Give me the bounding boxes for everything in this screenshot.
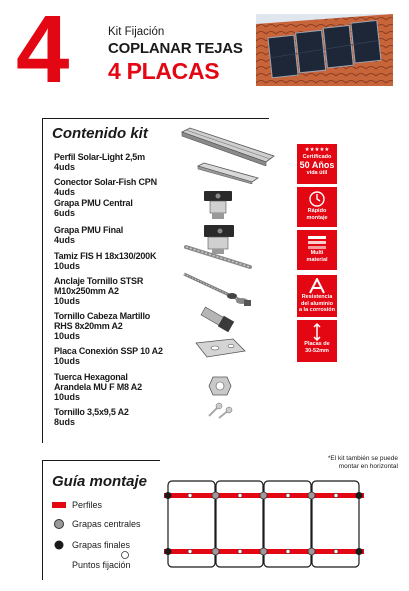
- connection-plate-icon: [193, 337, 247, 361]
- list-item: [54, 407, 186, 427]
- kit-title: 4 PLACAS: [108, 58, 220, 84]
- black-dot-icon: [52, 540, 66, 550]
- fixing-point-dot: [238, 494, 242, 498]
- fast-mounting-badge: [297, 187, 337, 227]
- sieve-sleeve-icon: [182, 243, 254, 271]
- central-clamp-dot: [260, 548, 267, 555]
- horizontal-note: *El kit también se puede montar en horizontal: [327, 455, 398, 470]
- material-layers-icon: [306, 234, 328, 250]
- central-clamp-dot: [260, 492, 267, 499]
- list-item: [54, 198, 186, 218]
- item-name: Tamiz FIS H 18x130/200K: [54, 251, 157, 261]
- fixing-point-dot: [238, 550, 242, 554]
- central-clamp-dot: [212, 548, 219, 555]
- hammer-head-bolt-icon: [198, 304, 238, 334]
- badge-text: 30-52mm: [305, 347, 329, 354]
- central-clamp-dot: [308, 492, 315, 499]
- central-clamp-dot: [212, 492, 219, 499]
- item-name: Grapa PMU Final: [54, 225, 124, 235]
- item-qty: 10uds: [54, 261, 81, 271]
- certified-50-years-badge: [297, 144, 337, 184]
- hex-nut-icon: [207, 374, 233, 398]
- solar-fish-connector-icon: [196, 162, 260, 184]
- item-qty: 8uds: [54, 417, 76, 427]
- list-item: [54, 276, 162, 306]
- item-name: Tornillo Cabeza Martillo RHS 8x20mm A2: [54, 311, 151, 331]
- legend-label: Puntos fijación: [72, 560, 131, 570]
- list-item: [54, 372, 166, 402]
- end-clamp-dot: [356, 492, 363, 499]
- legend-label: Grapas centrales: [72, 519, 141, 529]
- fixing-point-dot: [286, 550, 290, 554]
- item-name: Grapa PMU Central: [54, 198, 133, 208]
- end-clamp-dot: [165, 548, 172, 555]
- clock-icon: [308, 190, 326, 208]
- contents-title: Contenido kit: [52, 125, 148, 142]
- solar-light-profile-icon: [178, 126, 278, 166]
- badge-text: Certificado: [302, 153, 332, 160]
- end-clamp-dot: [165, 492, 172, 499]
- aluminium-corrosion-badge: [297, 275, 337, 317]
- central-clamp-icon: [200, 187, 236, 221]
- badge-text: Rápido: [307, 208, 327, 214]
- small-screws-icon: [205, 400, 237, 422]
- item-qty: 10uds: [54, 296, 81, 306]
- badge-text: Resistencia: [301, 294, 333, 300]
- item-name: Tornillo 3,5x9,5 A2: [54, 407, 129, 417]
- guide-title: Guía montaje: [52, 473, 148, 490]
- thickness-arrows-icon: [308, 323, 326, 341]
- badge-text: vida útil: [306, 170, 328, 176]
- aluminium-a-icon: [308, 278, 326, 294]
- badge-text: Placas de: [304, 341, 330, 347]
- white-dot-icon: [118, 550, 132, 560]
- item-name: Placa Conexión SSP 10 A2: [54, 346, 163, 356]
- kit-number: 4: [16, 0, 68, 103]
- fixing-point-dot: [334, 494, 338, 498]
- badge-text: montaje: [306, 214, 328, 221]
- mounting-diagram: [160, 474, 370, 574]
- item-qty: 6uds: [54, 208, 76, 218]
- roof-solar-panels-image: [256, 14, 393, 86]
- item-name: Anclaje Tornillo STSR M10x250mm A2: [54, 276, 144, 296]
- badge-text: a la corrosión: [298, 307, 336, 313]
- item-name: Tuerca Hexagonal Arandela MU F M8 A2: [54, 372, 142, 392]
- item-name: Perfil Solar-Light 2,5m: [54, 152, 145, 162]
- item-qty: 4uds: [54, 187, 76, 197]
- red-bar-icon: [52, 500, 66, 510]
- fixing-point-dot: [334, 550, 338, 554]
- badge-text: Multi: [310, 250, 324, 256]
- legend-label: Grapas finales: [72, 540, 131, 550]
- item-qty: 10uds: [54, 392, 81, 402]
- grey-dot-icon: [52, 519, 66, 529]
- list-item: [54, 177, 186, 197]
- item-qty: 10uds: [54, 356, 81, 366]
- fixing-point-dot: [188, 494, 192, 498]
- list-item: [54, 311, 166, 341]
- multi-material-badge: [297, 230, 337, 270]
- central-clamp-dot: [308, 548, 315, 555]
- list-item: [54, 251, 186, 271]
- item-qty: 4uds: [54, 235, 76, 245]
- end-clamp-dot: [356, 548, 363, 555]
- list-item: [54, 152, 186, 172]
- legend-label: Perfiles: [72, 500, 103, 510]
- list-item: [54, 225, 186, 245]
- badge-text: 50 Años: [299, 160, 335, 170]
- badge-stars: ★★★★★: [304, 147, 330, 153]
- item-name: Conector Solar-Fish CPN: [54, 177, 157, 187]
- badge-text: material: [306, 256, 328, 263]
- badge-text: del aluminio: [300, 300, 334, 307]
- panel-thickness-badge: [297, 320, 337, 362]
- kit-label: Kit Fijación: [108, 26, 165, 38]
- fixing-point-dot: [286, 494, 290, 498]
- list-item: [54, 346, 186, 366]
- item-qty: 10uds: [54, 331, 81, 341]
- kit-subtitle: COPLANAR TEJAS: [108, 40, 243, 57]
- fixing-point-dot: [188, 550, 192, 554]
- item-qty: 4uds: [54, 162, 76, 172]
